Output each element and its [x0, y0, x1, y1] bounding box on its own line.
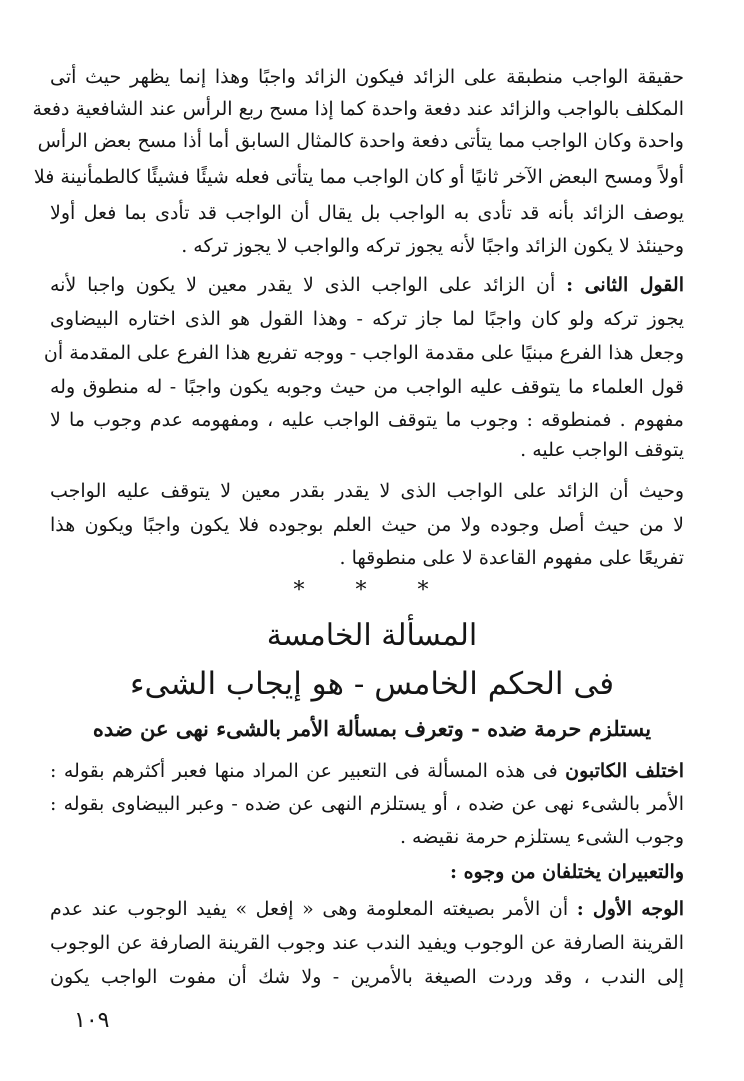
text-line: لا من حيث أصل وجوده ولا من حيث العلم بوجوده فلا يكون واجبًا ويكون هذا — [50, 514, 684, 536]
text-line: وجعل هذا الفرع مبنيًا على مقدمة الواجب - ووجه تفريع هذا الفرع على المقدمة أن — [43, 342, 684, 364]
text-span: أن الزائد على الواجب الذى لا يقدر معين لا يكون واجبا لأنه — [50, 274, 556, 296]
paragraph-lead: اختلف الكاتبون — [565, 760, 684, 782]
text-line: إلى الندب ، وقد وردت الصيغة بالأمرين - ولا شك أن مفوت الواجب يكون — [50, 966, 684, 988]
section-subheading: يستلزم حرمة ضده - وتعرف بمسألة الأمر بالشىء نهى عن ضده — [92, 716, 652, 741]
text-line: حقيقة الواجب منطبقة على الزائد فيكون الزائد واجبًا وهذا إنما يظهر حيث أتى — [50, 66, 684, 88]
text-line: وجوب الشىء يستلزم حرمة نقيضه . — [399, 826, 684, 848]
text-line: يوصف الزائد بأنه قد تأدى به الواجب بل يقال أن الواجب قد تأدى بما فعل أولا — [50, 202, 684, 224]
section-separator: * * * — [293, 578, 451, 603]
text-line: قول العلماء ما يتوقف عليه الواجب من حيث وجوبه يكون واجبًا - له منطوق وله — [50, 376, 684, 398]
paragraph-lead: الوجه الأول : — [576, 898, 685, 920]
text-line: يتوقف الواجب عليه . — [520, 439, 684, 461]
text-span: أن الأمر بصيغته المعلومة وهى « إفعل » يفيد الوجوب عند عدم — [50, 898, 569, 920]
text-line: يجوز تركه ولو كان واجبًا لما جاز تركه - وهذا القول هو الذى اختاره البيضاوى — [50, 308, 684, 330]
section-subtitle: فى الحكم الخامس - هو إيجاب الشىء — [129, 666, 615, 702]
text-line: تفريعًا على مفهوم القاعدة لا على منطوقها . — [339, 547, 684, 569]
text-line: والتعبيران يختلفان من وجوه : — [449, 861, 684, 883]
text-line: القرينة الصارفة عن الوجوب ويفيد الندب عند وجوب القرينة الصارفة عن الوجوب — [50, 932, 684, 954]
text-line: وحيث أن الزائد على الواجب الذى لا يقدر بقدر معين لا يتوقف عليه الواجب — [50, 480, 684, 502]
text-line — [50, 270, 684, 300]
text-line: مفهوم . فمنطوقه : وجوب ما يتوقف الواجب عليه ، ومفهومه عدم وجوب ما لا — [50, 409, 684, 431]
page-number: ١٠٩ — [74, 1008, 110, 1033]
paragraph-lead: القول الثانى : — [566, 274, 684, 296]
text-span: فى هذه المسألة فى التعبير عن المراد منها فعبر أكثرهم بقوله : — [50, 760, 558, 782]
text-line: وحينئذ لا يكون الزائد واجبًا لأنه يجوز تركه والواجب لا يجوز تركه . — [181, 235, 684, 257]
text-line: الأمر بالشىء نهى عن ضده ، أو يستلزم النهى عن ضده - وعبر البيضاوى بقوله : — [50, 793, 684, 815]
text-line: المكلف بالواجب والزائد عند دفعة واحدة كما إذا مسح ربع الرأس عند الشافعية دفعة — [32, 98, 684, 120]
text-line — [50, 756, 684, 786]
text-line: واحدة وكان الواجب مما يتأتى دفعة واحدة كالمثال السابق أما أذا مسح بعض الرأس — [37, 130, 684, 152]
text-line — [50, 894, 684, 924]
text-line: أولاً ومسح البعض الآخر ثانيًا أو كان الواجب مما يتأتى فعله شيئًا فشيئًا كالطمأنينة فلا — [33, 166, 684, 188]
section-title: المسألة الخامسة — [266, 618, 478, 653]
